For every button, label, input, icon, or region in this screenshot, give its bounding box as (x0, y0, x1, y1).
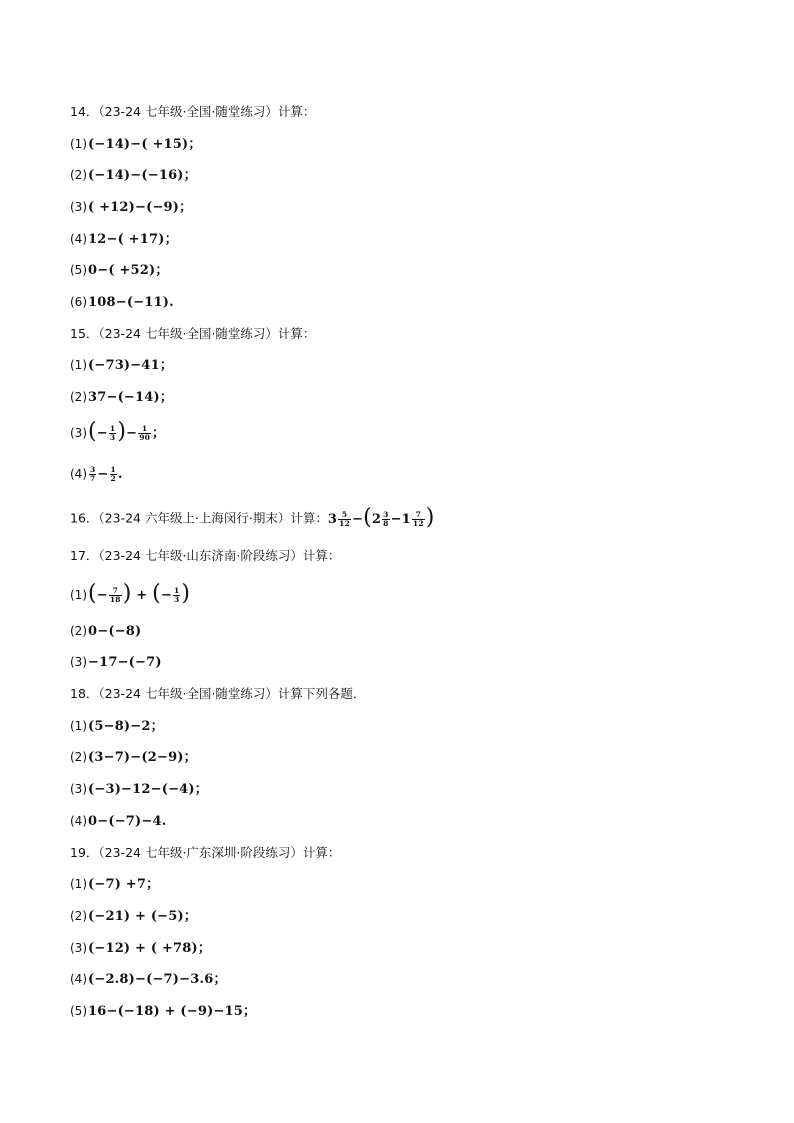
item-expression: (−7) +7； (88, 877, 160, 892)
item-label: (1) (70, 587, 87, 602)
question-18-item-4 (70, 813, 166, 830)
question-17-item-3 (70, 654, 162, 671)
item-label: (3) (70, 425, 87, 440)
minus-sign: − (352, 511, 364, 527)
item-label: (3) (70, 782, 87, 796)
minus-sign: − (160, 587, 172, 603)
question-19-item-4 (70, 971, 227, 988)
item-label: (3) (70, 941, 87, 955)
item-label: (4) (70, 972, 87, 986)
terminator: ； (152, 425, 166, 441)
whole-number: 1 (401, 511, 411, 527)
question-19-item-1 (70, 876, 159, 893)
question-14-item-5 (70, 262, 169, 279)
open-paren: ( (152, 581, 161, 606)
item-label: (1) (70, 137, 87, 151)
question-19-item-2 (70, 908, 197, 925)
item-label: (2) (70, 909, 87, 923)
fraction: $\frac{1}{2}$ (110, 465, 116, 483)
question-17-header: 17．（23-24 七年级·山东济南·阶段练习）计算： (70, 548, 341, 563)
item-label: (4) (70, 232, 87, 246)
fraction: $\frac{1}{90}$ (139, 423, 151, 442)
question-14-item-4 (70, 231, 178, 248)
question-18-item-2 (70, 749, 197, 766)
item-expression: 108−(−11). (88, 295, 174, 310)
question-14-item-2 (70, 167, 197, 184)
open-paren: ( (88, 419, 97, 444)
item-label: (4) (70, 814, 87, 828)
question-15-item-1 (70, 357, 173, 374)
item-label: (2) (70, 168, 87, 182)
question-16 (70, 505, 435, 530)
question-14-header: 14．（23-24 七年级·全国·随堂练习）计算： (70, 104, 316, 119)
close-paren: ) (181, 581, 191, 606)
item-expression: (−73)−41； (88, 358, 174, 373)
question-19-header: 19．（23-24 七年级·广东深圳·阶段练习）计算： (70, 845, 341, 860)
item-expression: 0−( +52)； (88, 263, 169, 278)
question-19-item-3 (70, 940, 211, 957)
item-label: (5) (70, 1004, 87, 1018)
item-label: (2) (70, 390, 87, 404)
question-18-header: 18．（23-24 七年级·全国·随堂练习）计算下列各题． (70, 686, 366, 701)
plus-sign: + (131, 587, 153, 603)
item-label: (4) (70, 467, 87, 481)
item-expression: (3−7)−(2−9)； (88, 750, 197, 765)
item-label: (2) (70, 624, 87, 638)
question-15-item-4 (70, 466, 123, 483)
item-label: (2) (70, 750, 87, 764)
question-17-item-2 (70, 623, 141, 640)
fraction: $\frac{5}{12}$ (339, 509, 350, 528)
question-17-item-1 (70, 581, 191, 606)
question-15-header: 15．（23-24 七年级·全国·随堂练习）计算： (70, 326, 316, 341)
minus-sign: − (390, 511, 402, 527)
minus-sign: − (97, 467, 109, 482)
question-18-item-1 (70, 718, 164, 735)
item-expression: 16−(−18) + (−9)−15； (88, 1004, 257, 1019)
whole-number: 3 (327, 511, 338, 527)
item-expression: (−21) + (−5)； (88, 909, 198, 924)
whole-number: 2 (371, 511, 382, 527)
item-label: (6) (70, 295, 87, 309)
fraction: $\frac{7}{12}$ (412, 509, 424, 528)
terminator: . (117, 467, 123, 482)
question-14-item-1 (70, 136, 202, 153)
item-label: (5) (70, 263, 87, 277)
minus-sign: − (96, 587, 108, 603)
item-label: (1) (70, 719, 87, 733)
item-expression: 0−(−7)−4. (88, 814, 167, 829)
close-paren: ) (122, 581, 132, 606)
question-18-item-3 (70, 781, 208, 798)
fraction: $\frac{3}{7}$ (90, 465, 96, 483)
fraction: $\frac{7}{18}$ (109, 585, 121, 604)
item-label: (3) (70, 200, 87, 214)
fraction: $\frac{3}{8}$ (383, 509, 389, 528)
item-expression: 12−( +17)； (88, 232, 178, 247)
question-14-item-3 (70, 199, 192, 216)
question-15-item-3 (70, 419, 166, 444)
question-15-item-2 (70, 389, 173, 406)
item-label: (1) (70, 358, 87, 372)
open-paren: ( (363, 505, 372, 530)
fraction: $\frac{1}{3}$ (173, 585, 180, 604)
item-expression: (5−8)−2； (88, 719, 164, 734)
open-paren: ( (88, 581, 97, 606)
close-paren: ) (117, 419, 127, 444)
item-expression: −17−(−7) (88, 655, 162, 670)
close-paren: ) (425, 505, 435, 530)
fraction: $\frac{1}{3}$ (109, 423, 116, 442)
item-expression: 0−(−8) (88, 624, 142, 639)
item-expression: (−2.8)−(−7)−3.6； (88, 972, 227, 987)
item-expression: (−14)−(−16)； (88, 168, 197, 183)
minus-sign: − (126, 425, 138, 441)
item-expression: 37−(−14)； (88, 390, 174, 405)
item-label: (1) (70, 877, 87, 891)
item-label: (3) (70, 655, 87, 669)
question-19-item-5 (70, 1003, 256, 1020)
item-expression: ( +12)−(−9)； (88, 200, 193, 215)
question-16-header: 16．（23-24 六年级上·上海闵行·期末）计算： (70, 510, 328, 526)
item-expression: (−14)−( +15)； (88, 137, 202, 152)
minus-sign: − (96, 425, 108, 441)
item-expression: (−12) + ( +78)； (88, 941, 212, 956)
question-14-item-6 (70, 294, 174, 311)
item-expression: (−3)−12−(−4)； (88, 782, 208, 797)
